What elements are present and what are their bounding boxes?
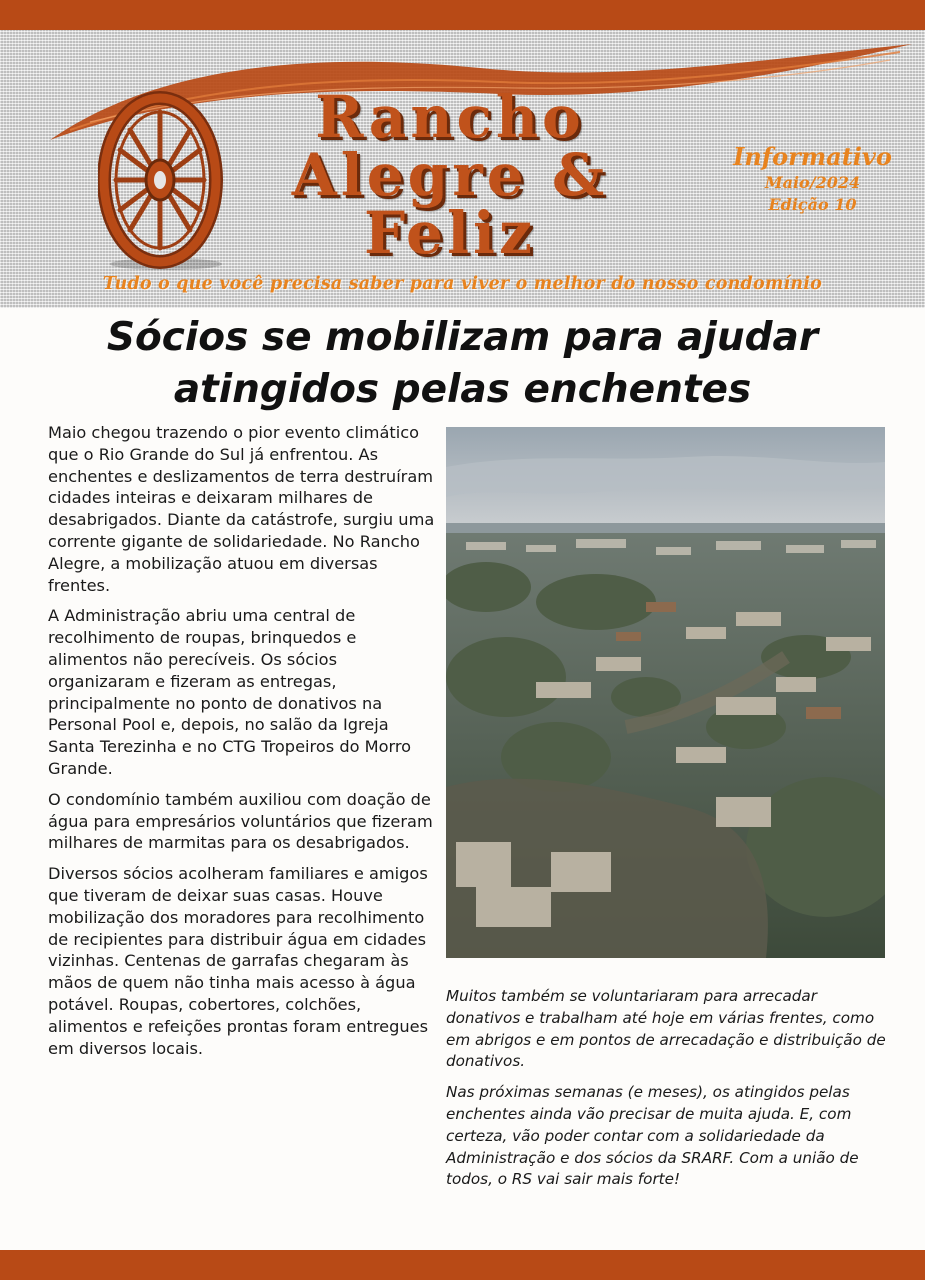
article-paragraph: A Administração abriu uma central de recolhimento de roupas, brinquedos e alimentos não perecíveis. Os sócios organizaram e fizeram as entregas, principalmente no ponto de donativos na Personal Pool e, depois, no salão da Igreja Santa Terezinha e no CTG Tropeiros do Morro Grande.	[48, 606, 412, 778]
article-paragraph: Maio chegou trazendo o pior evento climático que o Rio Grande do Sul já enfrentou. As enchentes e deslizamentos de terra destruíram cidades inteiras e deixaram milhares de desabrigados. Diante da catástrofe, surgiu uma corrente gigante de solidariedade. No Rancho Alegre, a mobilização atuou em diversas frentes.	[48, 423, 435, 595]
article-right-column	[446, 986, 886, 1200]
info-label: Informativo	[733, 142, 892, 171]
newsletter-logo-title	[215, 83, 685, 267]
bottom-color-bar	[0, 1250, 925, 1280]
logo-title-line: Feliz	[364, 199, 536, 267]
issue-date: Maio/2024	[764, 173, 861, 192]
issue-info	[700, 142, 925, 216]
article-left-column	[48, 422, 438, 1068]
article-paragraph: Muitos também se voluntariaram para arrecadar donativos e trabalham até hoje em várias frentes, como em abrigos e em pontos de arrecadação e distribuição de donativos.	[446, 987, 886, 1071]
headline-line: Sócios se mobilizam para ajudar	[106, 315, 819, 360]
flood-aerial-photo	[446, 427, 885, 958]
masthead	[0, 30, 925, 308]
top-color-bar	[0, 0, 925, 30]
logo-title-line: Alegre &	[291, 141, 609, 209]
logo-title-line: Rancho	[315, 83, 585, 151]
article-headline	[0, 312, 925, 416]
wagon-wheel-icon	[98, 88, 228, 273]
article-paragraph: Nas próximas semanas (e meses), os atingidos pelas enchentes ainda vão precisar de muita ajuda. E, com certeza, vão poder contar com a solidariedade da Administração e dos sócios da SRARF. Com a união de todos, o RS vai sair mais forte!	[446, 1083, 859, 1189]
tagline: Tudo o que você precisa saber para viver o melhor do nosso condomínio	[102, 274, 823, 294]
headline-line: atingidos pelas enchentes	[173, 367, 752, 412]
article-paragraph: O condomínio também auxiliou com doação de água para empresários voluntários que fizeram milhares de marmitas para os desabrigados.	[48, 789, 433, 853]
issue-edition: Edição 10	[768, 195, 857, 214]
article-paragraph: Diversos sócios acolheram familiares e amigos que tiveram de deixar suas casas. Houve mobilização dos moradores para recolhimento de recipientes para distribuir água em cidades vizinhas. Centenas de garrafas chegaram às mãos de quem não tinha mais acesso à água potável. Roupas, cobertores, colchões, alimentos e refeições prontas foram entregues em diversos locais.	[48, 864, 429, 1058]
